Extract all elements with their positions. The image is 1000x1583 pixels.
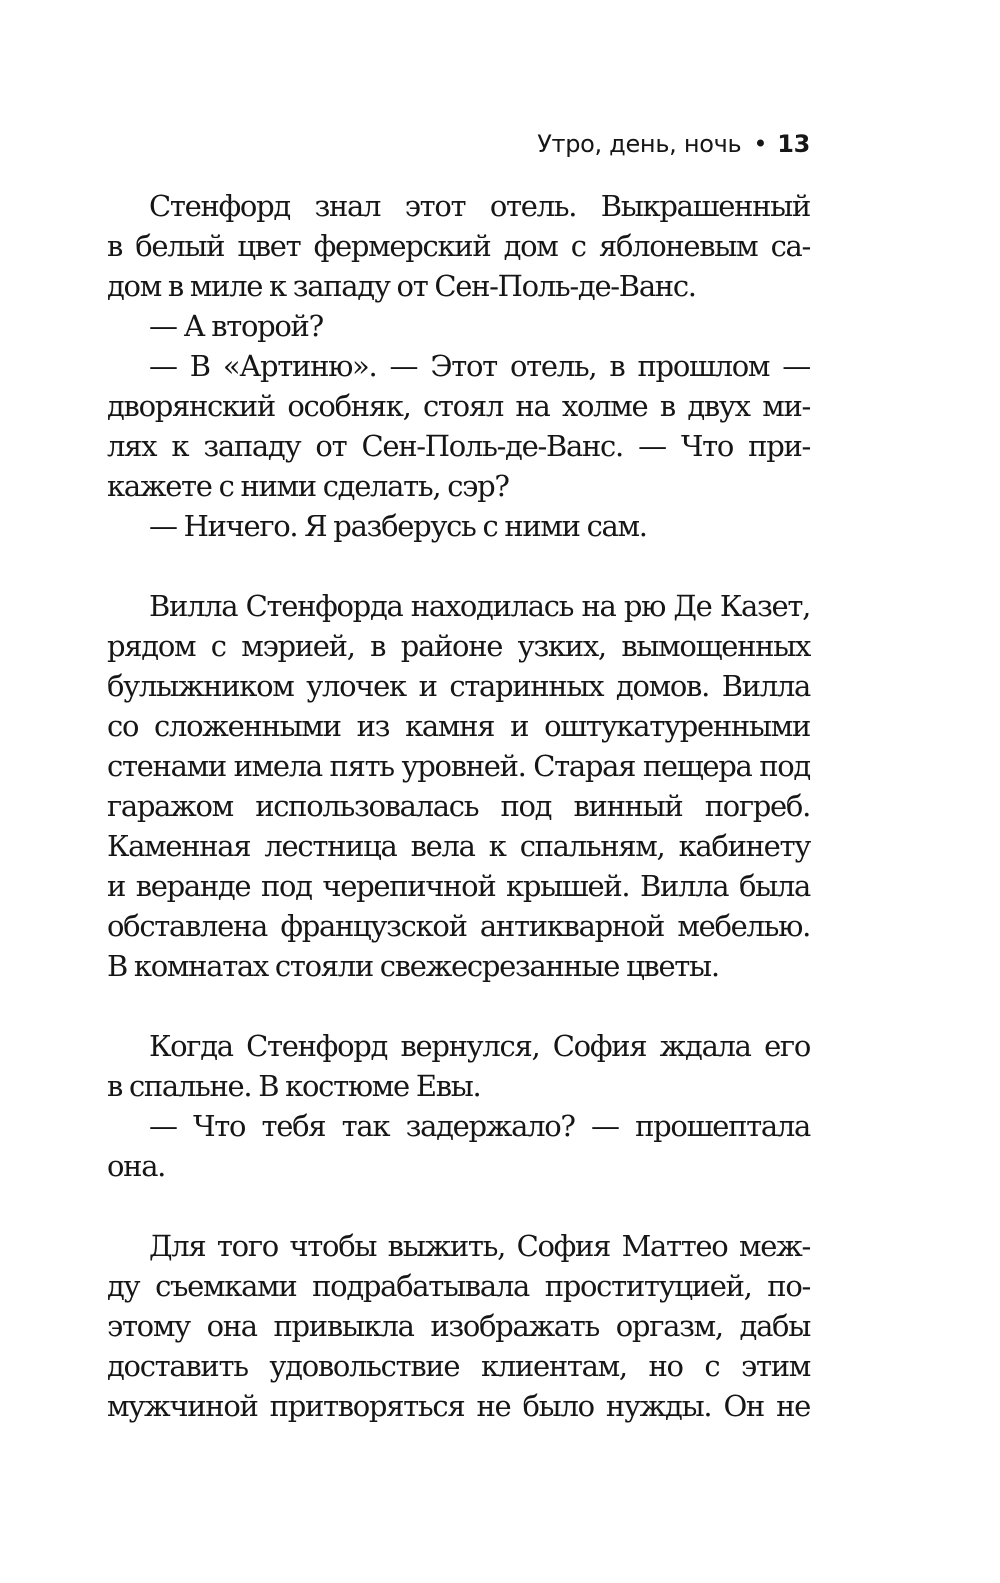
- dialogue-paragraph: [107, 506, 810, 546]
- text-line: Вилла Стенфорда находилась на рю Де Казет,: [149, 589, 810, 623]
- text-line: в спальне. В костюме Евы.: [107, 1069, 481, 1103]
- text-line: В комнатах стояли свежесрезанные цветы.: [107, 949, 719, 983]
- dialogue-paragraph: [107, 306, 810, 346]
- section-break: [107, 546, 810, 586]
- text-line: — В «Артиню». — Этот отель, в прошлом —: [149, 349, 810, 383]
- text-line: — Что тебя так задержало? — прошептала: [149, 1109, 810, 1143]
- text-line: мужчиной притворяться не было нужды. Он не: [107, 1389, 810, 1423]
- text-line: рядом с мэрией, в районе узких, вымощенных: [107, 629, 810, 663]
- text-line: доставить удовольствие клиентам, но с этим: [107, 1349, 810, 1383]
- text-line: Стенфорд знал этот отель. Выкрашенный: [149, 189, 810, 223]
- text-line: Когда Стенфорд вернулся, София ждала его: [149, 1029, 810, 1063]
- running-header: [537, 126, 810, 162]
- book-page: [107, 0, 810, 1583]
- text-line: она.: [107, 1149, 166, 1183]
- text-line: дом в миле к западу от Сен-Поль-де-Ванс.: [107, 269, 696, 303]
- header-bullet: •: [753, 130, 768, 158]
- running-title: Утро, день, ночь: [537, 130, 742, 158]
- page-number: 13: [777, 130, 810, 158]
- body-text: [107, 186, 810, 1426]
- section-break: [107, 1186, 810, 1226]
- text-line: Каменная лестница вела к спальням, кабинету: [107, 829, 810, 863]
- paragraph: [107, 586, 810, 986]
- text-line: — Ничего. Я разберусь с ними сам.: [149, 509, 647, 543]
- text-line: — А второй?: [149, 309, 323, 343]
- dialogue-paragraph: [107, 346, 810, 506]
- text-line: ду съемками подрабатывала проституцией, по-: [107, 1269, 810, 1303]
- text-line: стенами имела пять уровней. Старая пещера под: [107, 749, 810, 783]
- text-line: лях к западу от Сен-Поль-де-Ванс. — Что при-: [107, 429, 810, 463]
- text-line: кажете с ними сделать, сэр?: [107, 469, 509, 503]
- text-line: дворянский особняк, стоял на холме в двух ми-: [107, 389, 810, 423]
- text-line: обставлена французской антикварной мебелью.: [107, 909, 810, 943]
- text-line: гаражом использовалась под винный погреб.: [107, 789, 810, 823]
- dialogue-paragraph: [107, 1106, 810, 1186]
- text-line: и веранде под черепичной крышей. Вилла была: [107, 869, 810, 903]
- paragraph: [107, 1226, 810, 1426]
- text-line: этому она привыкла изображать оргазм, дабы: [107, 1309, 810, 1343]
- text-line: Для того чтобы выжить, София Маттео меж-: [149, 1229, 810, 1263]
- section-break: [107, 986, 810, 1026]
- paragraph: [107, 1026, 810, 1106]
- text-line: в белый цвет фермерский дом с яблоневым са-: [107, 229, 810, 263]
- text-line: со сложенными из камня и оштукатуренными: [107, 709, 810, 743]
- text-line: булыжником улочек и старинных домов. Вилла: [107, 669, 810, 703]
- paragraph: [107, 186, 810, 306]
